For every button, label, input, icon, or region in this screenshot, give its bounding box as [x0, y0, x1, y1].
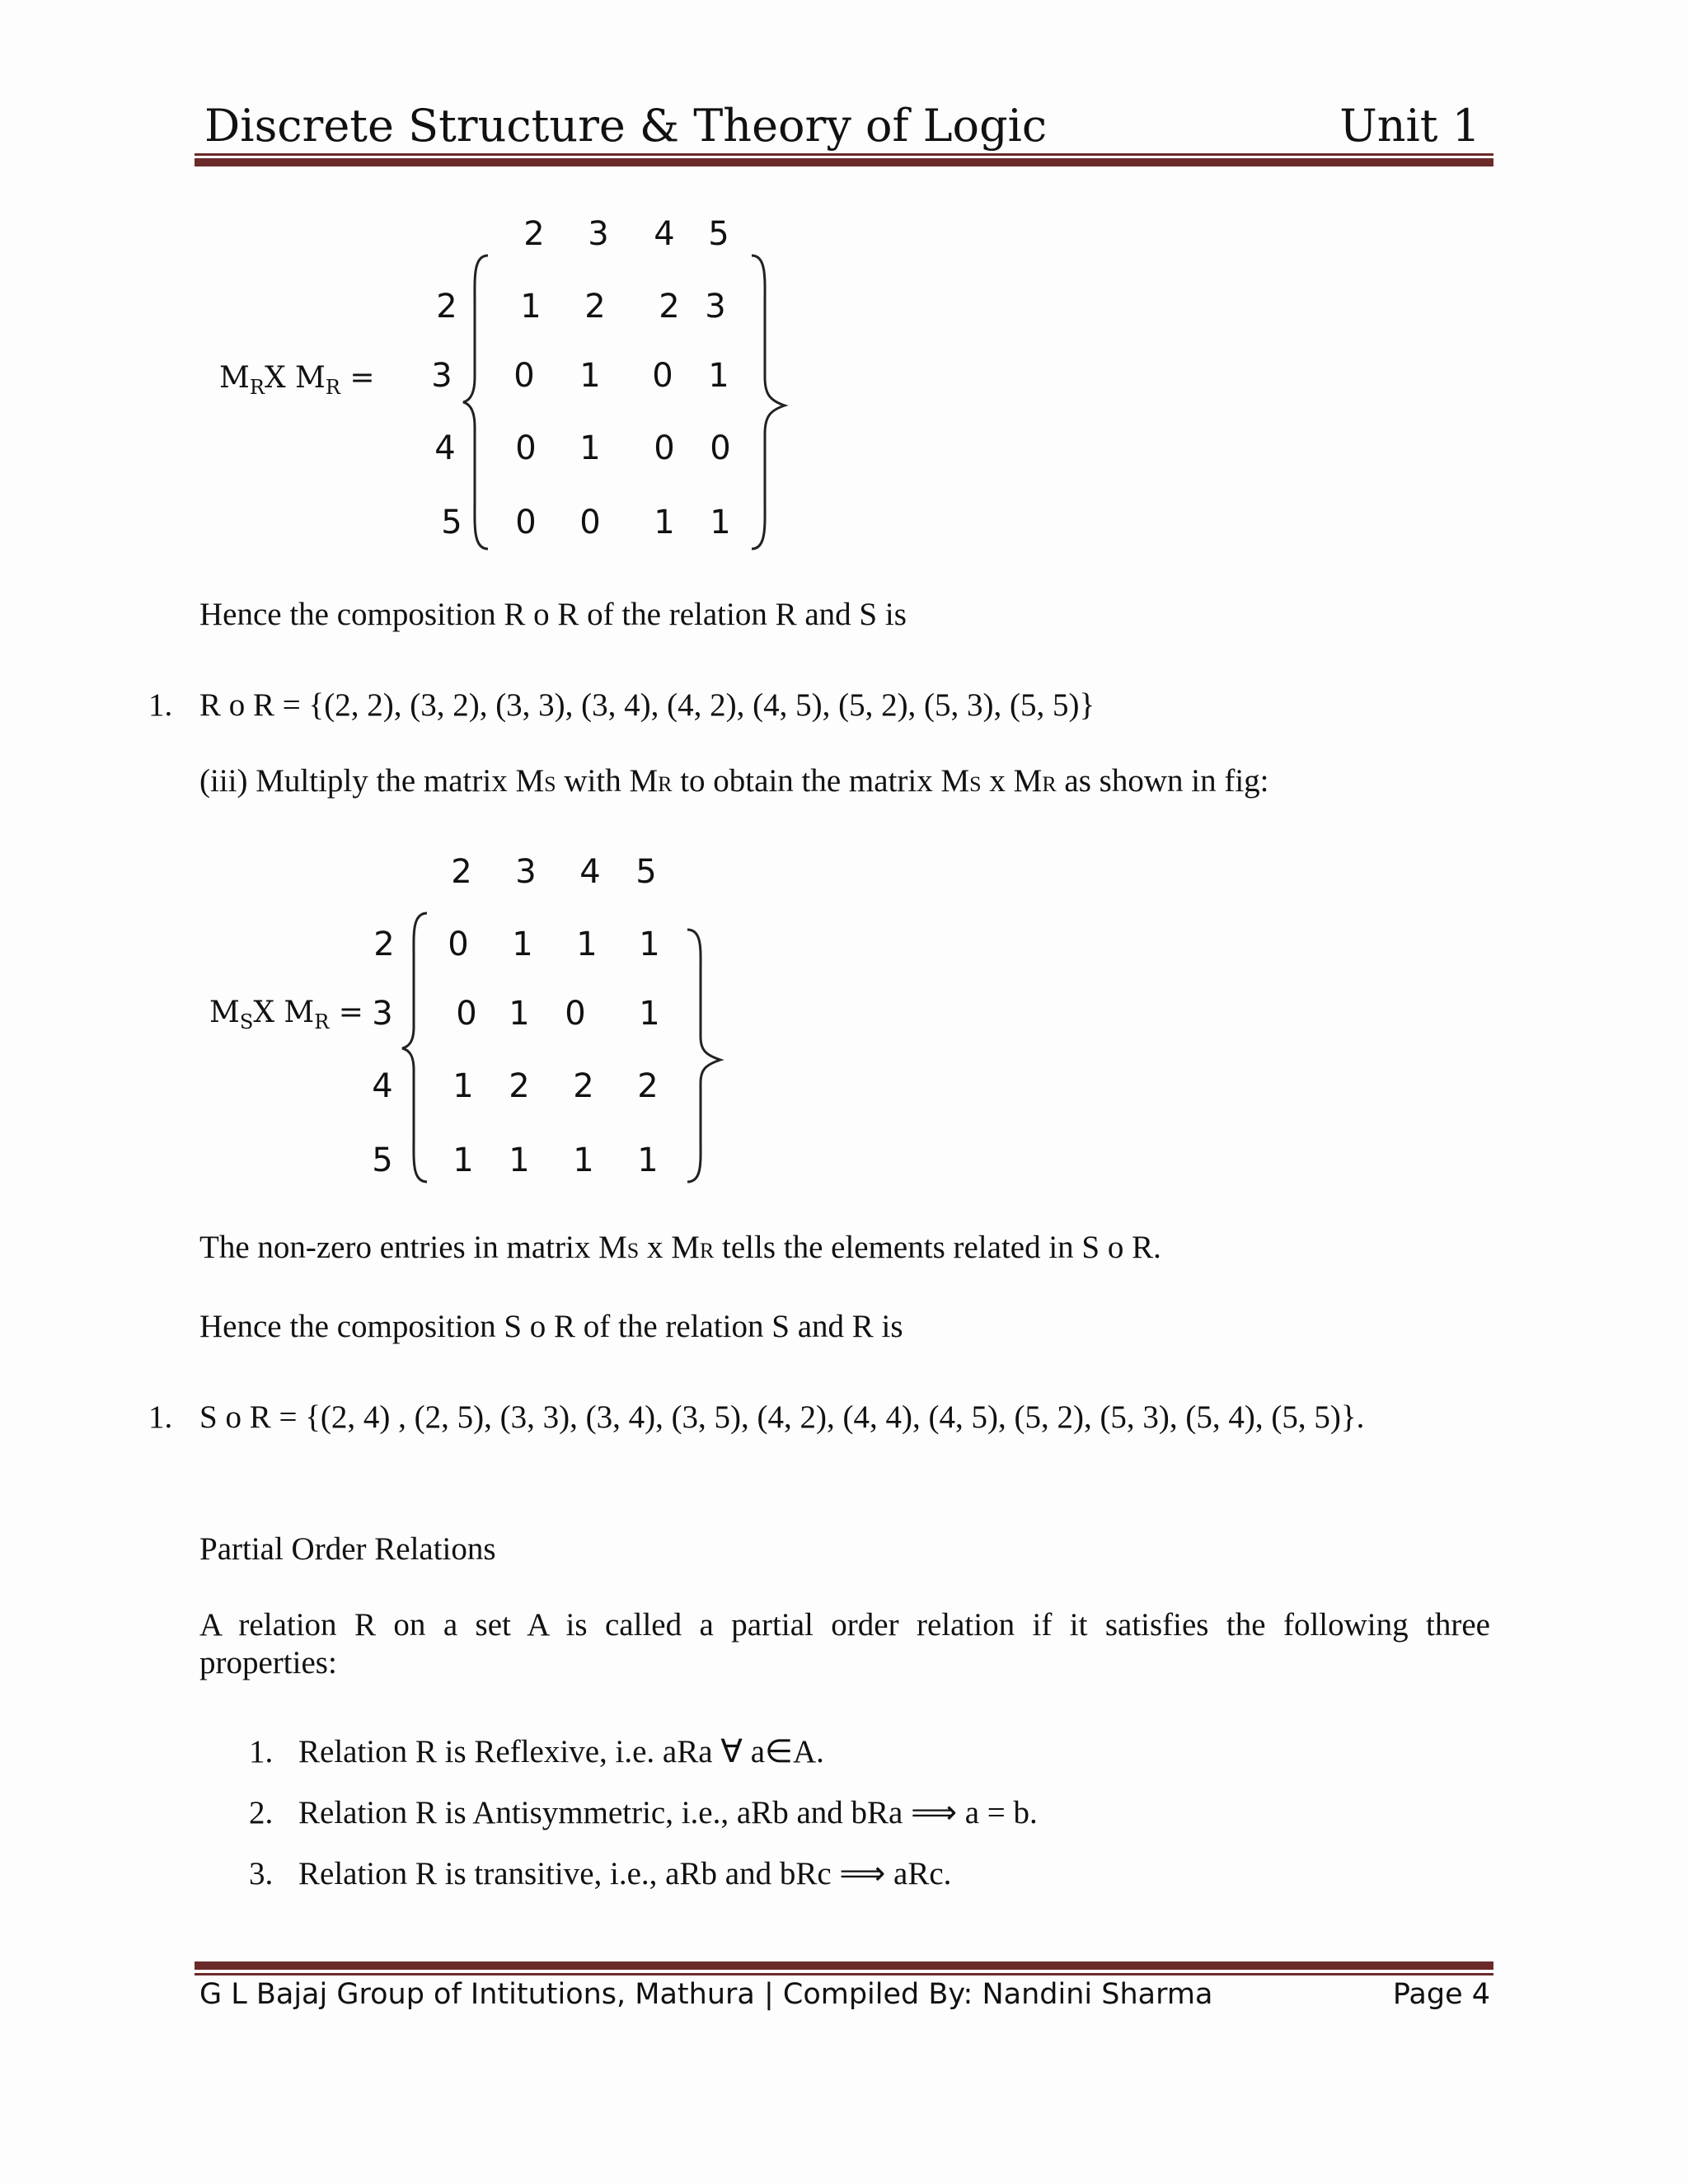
row-header: 4 — [372, 1067, 393, 1105]
footer-page-number: Page 4 — [1392, 1978, 1490, 2011]
list-number: 1. — [148, 1399, 173, 1435]
matrix-cell: 0 — [456, 995, 477, 1033]
subscript: S — [969, 772, 982, 796]
label-sub: R — [325, 376, 340, 400]
matrix-cell: 3 — [705, 288, 726, 326]
col-header: 3 — [515, 853, 537, 891]
subscript: S — [626, 1239, 640, 1263]
matrix-cell: 1 — [654, 504, 675, 541]
matrix-label — [219, 361, 375, 399]
matrix-cell: 1 — [708, 357, 729, 395]
list-number: 1. — [148, 687, 173, 723]
matrix-cell: 0 — [515, 429, 537, 467]
matrix-cell: 2 — [637, 1067, 659, 1105]
row-header: 3 — [431, 357, 452, 395]
matrix-cell: 1 — [710, 504, 731, 541]
col-header: 2 — [451, 853, 472, 891]
right-brace — [684, 928, 725, 1183]
text-segment: tells the elements related in S o R. — [714, 1230, 1161, 1265]
matrix-cell: 1 — [509, 1141, 530, 1179]
matrix-cell: 1 — [639, 995, 660, 1033]
text-nonzero-entries — [199, 1228, 1161, 1271]
left-brace — [462, 254, 495, 551]
matrix-cell: 1 — [639, 926, 660, 963]
footer-rule-thick — [195, 1961, 1493, 1970]
row-header: 5 — [372, 1141, 393, 1179]
col-header: 2 — [523, 215, 545, 253]
label-sub: R — [314, 1010, 330, 1034]
text-multiply-ms-mr — [199, 762, 1269, 804]
matrix-cell: 2 — [509, 1067, 530, 1105]
footer-left: G L Bajaj Group of Intitutions, Mathura | Compiled By: Nandini Sharma — [199, 1978, 1213, 2011]
left-brace — [401, 912, 434, 1183]
row-header: 3 — [372, 995, 393, 1033]
matrix-cell: 2 — [584, 288, 606, 326]
matrix-cell: 1 — [637, 1141, 659, 1179]
text-segment: The non-zero entries in matrix M — [199, 1230, 627, 1265]
matrix-cell: 2 — [659, 288, 680, 326]
label-equals: = — [340, 361, 375, 395]
col-header: 5 — [635, 853, 657, 891]
matrix-cell: 0 — [515, 504, 537, 541]
matrix-cell: 0 — [579, 504, 601, 541]
matrix-cell: 1 — [576, 926, 598, 963]
header-unit: Unit 1 — [1339, 100, 1480, 152]
header-rule-thin — [195, 153, 1493, 156]
text-segment: x M — [639, 1230, 700, 1265]
matrix-cell: 1 — [579, 357, 601, 395]
matrix-cell: 1 — [509, 995, 530, 1033]
subscript: R — [1042, 772, 1057, 796]
footer-rule-thin — [195, 1973, 1493, 1975]
list-item-sor: S o R = {(2, 4) , (2, 5), (3, 3), (3, 4), (3, 5), (4, 2), (4, 4), (4, 5), (5, 2), (5, 3), (5, 4), (5, 5)}. — [199, 1399, 1365, 1435]
row-header: 2 — [373, 926, 395, 963]
property-reflexive: Relation R is Reflexive, i.e. aRa ∀ a∈A. — [298, 1734, 824, 1769]
matrix-cell: 1 — [512, 926, 533, 963]
header-rule-thick — [195, 158, 1493, 166]
matrix-cell: 2 — [573, 1067, 594, 1105]
text-segment: to obtain the matrix M — [672, 763, 970, 799]
col-header: 4 — [654, 215, 675, 253]
matrix-cell: 0 — [565, 995, 586, 1033]
paragraph-line-2: properties: — [199, 1645, 337, 1680]
matrix-cell: 0 — [448, 926, 469, 963]
label-sub: S — [239, 1010, 254, 1034]
matrix-cell: 1 — [452, 1141, 474, 1179]
list-item-ror: R o R = {(2, 2), (3, 2), (3, 3), (3, 4), (4, 2), (4, 5), (5, 2), (5, 3), (5, 5)} — [199, 687, 1095, 723]
section-heading: Partial Order Relations — [199, 1531, 496, 1567]
text-composition-ror: Hence the composition R o R of the relation R and S is — [199, 597, 907, 632]
matrix-cell: 1 — [573, 1141, 594, 1179]
label-equals: = — [329, 996, 363, 1029]
row-header: 5 — [441, 504, 462, 541]
text-segment: as shown in fig: — [1056, 763, 1269, 799]
header-title: Discrete Structure & Theory of Logic — [204, 100, 1048, 152]
property-antisymmetric: Relation R is Antisymmetric, i.e., aRb and bRa ⟹ a = b. — [298, 1795, 1038, 1830]
label-sub: R — [249, 376, 265, 400]
col-header: 4 — [579, 853, 601, 891]
label-main: M — [209, 996, 240, 1029]
col-header: 3 — [588, 215, 609, 253]
property-transitive: Relation R is transitive, i.e., aRb and bRc ⟹ aRc. — [298, 1856, 952, 1891]
matrix-label — [209, 996, 363, 1033]
list-number: 3. — [249, 1856, 274, 1891]
matrix-cell: 1 — [579, 429, 601, 467]
subscript: R — [658, 772, 673, 796]
matrix-cell: 0 — [513, 357, 535, 395]
text-composition-sor: Hence the composition S o R of the relation S and R is — [199, 1309, 903, 1344]
label-x: X M — [253, 996, 315, 1029]
text-segment: (iii) Multiply the matrix M — [199, 763, 545, 799]
col-header: 5 — [708, 215, 729, 253]
text-segment: x M — [981, 763, 1043, 799]
matrix-cell: 0 — [710, 429, 731, 467]
row-header: 4 — [434, 429, 456, 467]
matrix-cell: 1 — [520, 288, 542, 326]
label-main: M — [219, 361, 250, 395]
matrix-cell: 1 — [452, 1067, 474, 1105]
right-brace — [748, 254, 790, 551]
text-segment: with M — [556, 763, 659, 799]
matrix-cell: 0 — [654, 429, 675, 467]
label-x: X M — [264, 361, 326, 395]
list-number: 1. — [249, 1734, 274, 1769]
matrix-cell: 0 — [652, 357, 673, 395]
subscript: R — [699, 1239, 715, 1263]
subscript: S — [544, 772, 556, 796]
list-number: 2. — [249, 1795, 274, 1830]
paragraph-line-1: A relation R on a set A is called a partial order relation if it satisfies the following three — [199, 1607, 1490, 1643]
row-header: 2 — [436, 288, 457, 326]
